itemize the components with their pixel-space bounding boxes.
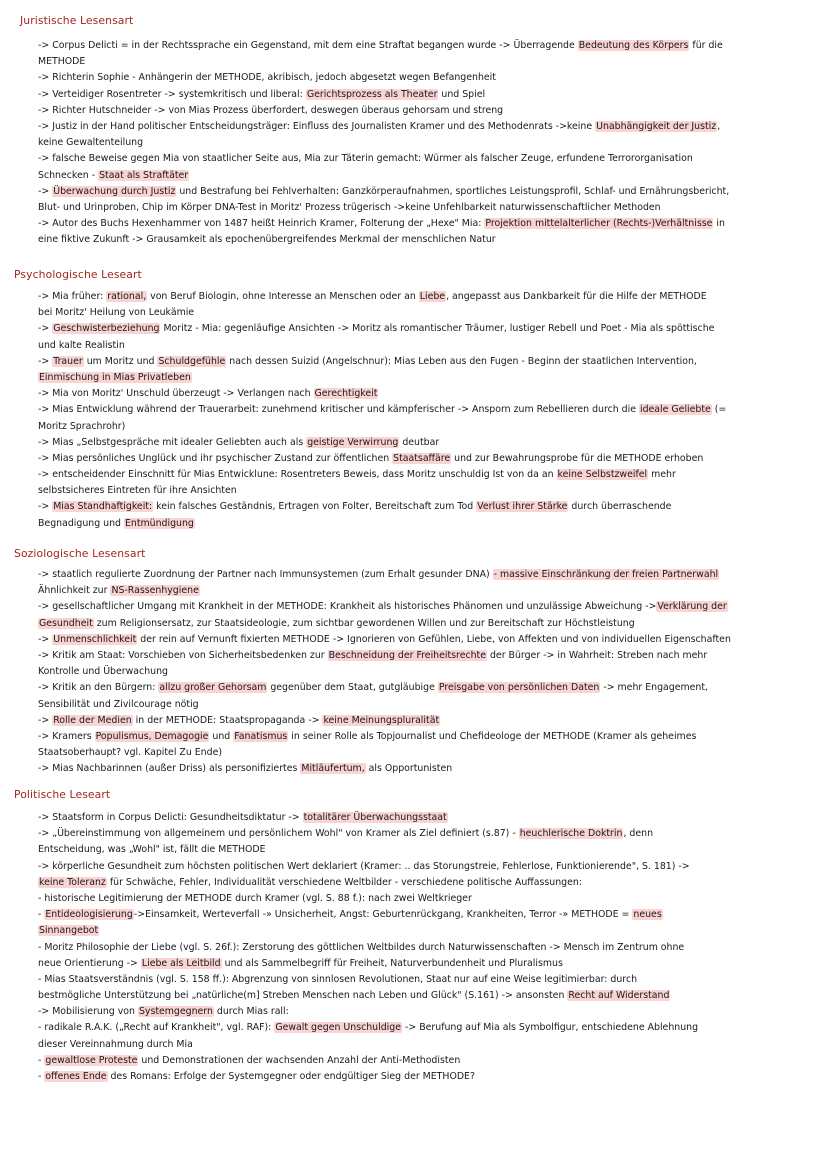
highlighted-term: keine Toleranz [39,876,106,888]
line-text: nach dessen Suizid (Angelschnur): Mias Leben aus den Fugen - Beginn der staatlichen Intervention, [226,355,697,367]
section-heading: Juristische Lesensart [20,14,134,27]
line-text: von Beruf Biologin, ohne Interesse an Menschen oder an [147,291,419,302]
highlighted-term: offenes Ende [45,1071,107,1082]
line-text: und Demonstrationen der wachsenden Anzahl der Anti-Methodisten [138,1054,461,1066]
highlighted-term: Gesundheit [39,617,93,629]
highlighted-term: Unabhängigkeit der Justiz [596,120,717,132]
line-text: durch überraschende [568,501,672,513]
line-text: in [713,218,725,230]
line-text: -> mehr Engagement, [600,682,708,694]
note-line [38,842,798,858]
line-text: kein falsches Geständnis, Ertragen von Folter, Bereitschaft zum Tod [153,501,477,513]
line-text: - Mias Staatsverständnis (vgl. S. 158 ff.): Abgrenzung von sinnlosen Revolutionen, Staat nur auf eine Weise legitimierbar: durch [38,973,638,985]
line-text: , [717,120,721,132]
line-text: Moritz - Mia: gegenläufige Ansichten -> Moritz als romantischer Träumer, lustiger Rebell und Poet - Mia als spöttische [160,323,715,335]
line-text: -> [38,714,53,726]
line-text: des Romans: Erfolge der Systemgegner oder endgültiger Sieg der METHODE? [107,1071,475,1082]
line-text: -> Corpus Delicti = in der Rechtssprache ein Gegenstand, mit dem eine Straftat begangen wurde -> Überragende [38,40,578,51]
highlighted-term: Gewalt gegen Unschuldige [275,1022,401,1034]
note-line [38,87,798,103]
note-line [38,305,798,321]
highlighted-term: Fanatismus [234,730,288,742]
line-text: - [38,1054,45,1066]
note-line [38,745,798,761]
highlighted-term: Entideologisierung [45,909,133,921]
note-line [38,616,798,632]
section-lines [38,289,798,532]
note-line [38,70,798,86]
line-text: zum Religionsersatz, zur Staatsideologie, zum sichtbar gewordenen Willen und zur Bereitschaft zur Höchstleistung [93,617,635,629]
line-text: -> gesellschaftlicher Umgang mit Krankheit in der METHODE: Krankheit als historisches Phänomen und unzulässige Abweichung -> [38,601,657,613]
note-line [38,119,798,135]
line-text: -> Mias persönliches Unglück und ihr psychischer Zustand zur öffentlichen [38,452,393,464]
line-text: , angepasst aus Dankbarkeit für die Hilfe der METHODE [446,291,707,302]
line-text: -> staatlich regulierte Zuordnung der Partner nach Immunsystemen (zum Erhalt gesunder DNA) [38,569,493,580]
highlighted-term: Verlust ihrer Stärke [477,501,568,513]
highlighted-term: Einmischung in Mias Privatleben [39,371,191,383]
highlighted-term: Preisgabe von persönlichen Daten [438,682,600,694]
line-text: -> entscheidender Einschnitt für Mias Entwicklune: Rosentreters Beweis, dass Moritz unschuldig Ist von da an [38,469,557,481]
line-text: und [209,730,234,742]
highlighted-term: ideale Geliebte [639,404,711,416]
line-text: für Schwäche, Fehler, Individualität verschiedene Weltbilder - verschiedene politische Auffassungen: [106,876,582,888]
highlighted-term: Bedeutung des Körpers [578,40,689,51]
line-text: eine fiktive Zukunft -> Grausamkeit als epochenübergreifendes Merkmal der menschlichen Natur [38,234,496,246]
note-line [38,810,798,826]
line-text: mehr [648,469,676,481]
note-line [38,419,798,435]
line-text: -> [38,185,53,197]
note-line [38,891,798,907]
line-text: -> Mias Entwicklung während der Trauerarbeit: zunehmend kritischer und kämpferischer -> Ansporn zum Rebellieren durch die [38,404,639,416]
note-line [38,499,798,515]
highlighted-term: Recht auf Widerstand [568,990,670,1002]
line-text: der rein auf Vernunft fixierten METHODE -> Ignorieren von Gefühlen, Liebe, von Affekten und von individuellen Eigenschaften [137,633,731,645]
note-line [38,1037,798,1053]
highlighted-term: neues [633,909,662,921]
section-lines [38,38,798,248]
line-text: -> „Übereinstimmung von allgemeinem und persönlichem Wohl" von Kramer als Ziel definiert (s.87) - [38,828,519,840]
highlighted-term: Populismus, Demagogie [95,730,209,742]
highlighted-term: NS-Rassenhygiene [111,585,199,597]
note-line [38,907,798,923]
highlighted-term: geistige Verwirrung [307,436,399,448]
line-text: -> falsche Beweise gegen Mia von staatlicher Seite aus, Mia zur Täterin gemacht: Würmer als falscher Zeuge, erfundene Terrororganisation [38,153,693,165]
highlighted-term: totalitärer Überwachungsstaat [303,812,447,823]
line-text: und zur Bewahrungsprobe für die METHODE erhoben [451,452,704,464]
note-line [38,135,798,151]
note-line [38,54,798,70]
line-text: Sensibilität und Zivilcourage nötig [38,698,199,710]
line-text: um Moritz und [83,355,158,367]
line-text: für die [689,40,723,51]
note-line [38,354,798,370]
section-heading: Politische Leseart [14,788,111,801]
highlighted-term: - massive Einschränkung der freien Partnerwahl [493,569,719,580]
note-line [38,923,798,939]
line-text: Moritz Sprachrohr) [38,420,126,432]
highlighted-term: rational, [107,291,147,302]
highlighted-term: allzu großer Gehorsam [159,682,267,694]
line-text: - [38,909,45,921]
line-text: durch Mias rall: [213,1006,289,1018]
line-text: -> [38,355,53,367]
note-line [38,826,798,842]
note-line [38,940,798,956]
note-line [38,1020,798,1036]
line-text: -> Berufung auf Mia als Symbolfigur, entschiedene Ablehnung [402,1022,699,1034]
note-line [38,168,798,184]
line-text: Staatsoberhaupt? vgl. Kapitel Zu Ende) [38,747,222,759]
line-text: bestmögliche Unterstützung bei „natürliche(m] Streben Menschen nach Leben und Glück" (S.161) -> ansonsten [38,990,568,1002]
note-line [38,713,798,729]
line-text: -> Mias „Selbstgespräche mit idealer Geliebten auch als [38,436,307,448]
note-line [38,875,798,891]
highlighted-term: keine Selbstzweifel [557,469,648,481]
note-line [38,599,798,615]
note-line [38,38,798,54]
line-text: selbstsicheres Eintreten für ihre Ansichten [38,485,237,497]
highlighted-term: Liebe als Leitbild [141,957,221,969]
line-text: -> Richter Hutschneider -> von Mias Prozess überfordert, deswegen überaus gehorsam und streng [38,104,504,116]
note-line [38,370,798,386]
highlighted-term: Entmündigung [124,517,194,529]
note-line [38,483,798,499]
line-text: und Spiel [438,88,486,100]
highlighted-term: keine Meinungspluralität [323,714,440,726]
line-text: Schnecken - [38,169,99,181]
note-line [38,1053,798,1069]
note-line [38,516,798,532]
highlighted-term: Systemgegnern [138,1006,213,1018]
line-text: bei Moritz' Heilung von Leukämie [38,307,195,319]
line-text: -> Mia von Moritz' Unschuld überzeugt -> Verlangen nach [38,388,314,400]
note-line [38,321,798,337]
line-text: -> [38,633,53,645]
line-text: -> Kritik am Staat: Vorschieben von Sicherheitsbedenken zur [38,649,328,661]
line-text: METHODE [38,56,86,68]
line-text: - [38,1071,45,1082]
note-line [38,232,798,248]
highlighted-term: Überwachung durch Justiz [53,185,176,197]
highlighted-term: Liebe [419,291,446,302]
line-text: -> Mias Nachbarinnen (außer Driss) als personifiziertes [38,763,301,775]
line-text: , denn [623,828,654,840]
line-text: -> Verteidiger Rosentreter -> systemkritisch und liberal: [38,88,306,100]
note-line [38,697,798,713]
highlighted-term: Verklärung der [657,601,727,613]
note-line [38,151,798,167]
highlighted-term: Staat als Straftäter [99,169,189,181]
line-text: der Bürger -> in Wahrheit: Streben nach mehr [487,649,708,661]
line-text: Begnadigung und [38,517,124,529]
line-text: und Bestrafung bei Fehlverhalten: Ganzkörperaufnahmen, sportliches Leistungsprofil, Schlaf- und Ernährungsbericht, [176,185,730,197]
highlighted-term: Beschneidung der Freiheitsrechte [328,649,486,661]
line-text: dieser Vereinnahmung durch Mia [38,1038,193,1050]
highlighted-term: Schuldgefühle [158,355,226,367]
line-text: -> [38,501,53,513]
note-line [38,216,798,232]
highlighted-term: Trauer [53,355,83,367]
highlighted-term: gewaltlose Proteste [45,1054,138,1066]
line-text: Blut- und Urinproben, Chip im Körper DNA-Test in Moritz' Prozess trügerisch ->keine Unfehlbarkeit naturwissenschaftlicher Methoden [38,201,661,213]
note-line [38,664,798,680]
line-text: ->Einsamkeit, Werteverfall -» Unsicherheit, Angst: Geburtenrückgang, Krankheiten, Terror -» METHODE = [133,909,633,921]
highlighted-term: Gerichtsprozess als Theater [306,88,438,100]
line-text: in der METHODE: Staatspropaganda -> [132,714,323,726]
line-text: und kalte Realistin [38,339,125,351]
note-line [38,184,798,200]
highlighted-term: Sinnangebot [39,925,99,937]
line-text: Entscheidung, was „Wohl" ist, fällt die METHODE [38,844,266,856]
line-text: keine Gewaltenteilung [38,137,144,149]
section-heading: Soziologische Lesensart [14,547,146,560]
note-line [38,680,798,696]
line-text: als Opportunisten [365,763,453,775]
line-text: -> [38,323,53,335]
section-lines [38,810,798,1085]
line-text: -> Staatsform in Corpus Delicti: Gesundheitsdiktatur -> [38,812,303,823]
note-line [38,956,798,972]
line-text: -> Kritik an den Bürgern: [38,682,159,694]
section-lines [38,567,798,777]
highlighted-term: Unmenschlichkeit [53,633,137,645]
note-line [38,988,798,1004]
line-text: in seiner Rolle als Topjournalist und Chefideologe der METHODE (Kramer als geheimes [288,730,697,742]
note-line [38,289,798,305]
note-line [38,632,798,648]
highlighted-term: Gerechtigkeit [314,388,378,400]
line-text: -> Justiz in der Hand politischer Entscheidungsträger: Einfluss des Journalisten Kramer und des Methodenrats ->keine [38,120,596,132]
highlighted-term: Geschwisterbeziehung [53,323,160,335]
line-text: (= [711,404,727,416]
note-line [38,729,798,745]
line-text: neue Orientierung -> [38,957,141,969]
note-line [38,761,798,777]
highlighted-term: Mias Standhaftigkeit: [53,501,153,513]
line-text: -> Richterin Sophie - Anhängerin der METHODE, akribisch, jedoch abgesetzt wegen Befangenheit [38,72,496,84]
note-line [38,583,798,599]
line-text: - Moritz Philosophie der Liebe (vgl. S. 26f.): Zerstorung des göttlichen Weltbildes durch Naturwissenschaften -> Mensch im Zentrum ohne [38,941,685,953]
note-line [38,859,798,875]
section-heading: Psychologische Leseart [14,268,142,281]
line-text: Kontrolle und Überwachung [38,666,168,678]
highlighted-term: heuchlerische Doktrin [519,828,623,840]
note-line [38,648,798,664]
line-text: deutbar [399,436,440,448]
note-line [38,200,798,216]
line-text: -> Mobilisierung von [38,1006,138,1018]
note-line [38,1069,798,1085]
note-line [38,567,798,583]
line-text: - radikale R.A.K. („Recht auf Krankheit", vgl. RAF): [38,1022,275,1034]
highlighted-term: Rolle der Medien [53,714,132,726]
line-text: -> Kramers [38,730,95,742]
highlighted-term: Mitläufertum, [301,763,365,775]
note-line [38,467,798,483]
line-text: -> Mia früher: [38,291,107,302]
note-line [38,1004,798,1020]
highlighted-term: Staatsaffäre [393,452,451,464]
line-text: -> körperliche Gesundheit zum höchsten politischen Wert deklariert (Kramer: .. das Storungstreie, Fehlerlose, Funktionierende", S. 181) -> [38,860,690,872]
line-text: Ähnlichkeit zur [38,585,111,597]
note-line [38,972,798,988]
highlighted-term: Projektion mittelalterlicher (Rechts-)Verhältnisse [485,218,713,230]
line-text: - historische Legitimierung der METHODE durch Kramer (vgl. S. 88 f.): nach zwei Weltkrieger [38,892,472,904]
line-text: und als Sammelbegriff für Freiheit, Naturverbundenheit und Pluralismus [221,957,563,969]
note-line [38,451,798,467]
note-line [38,402,798,418]
line-text: -> Autor des Buchs Hexenhammer von 1487 heißt Heinrich Kramer, Folterung der „Hexe" Mia: [38,218,485,230]
note-line [38,338,798,354]
note-line [38,386,798,402]
note-line [38,103,798,119]
note-line [38,435,798,451]
line-text: gegenüber dem Staat, gutgläubige [267,682,438,694]
